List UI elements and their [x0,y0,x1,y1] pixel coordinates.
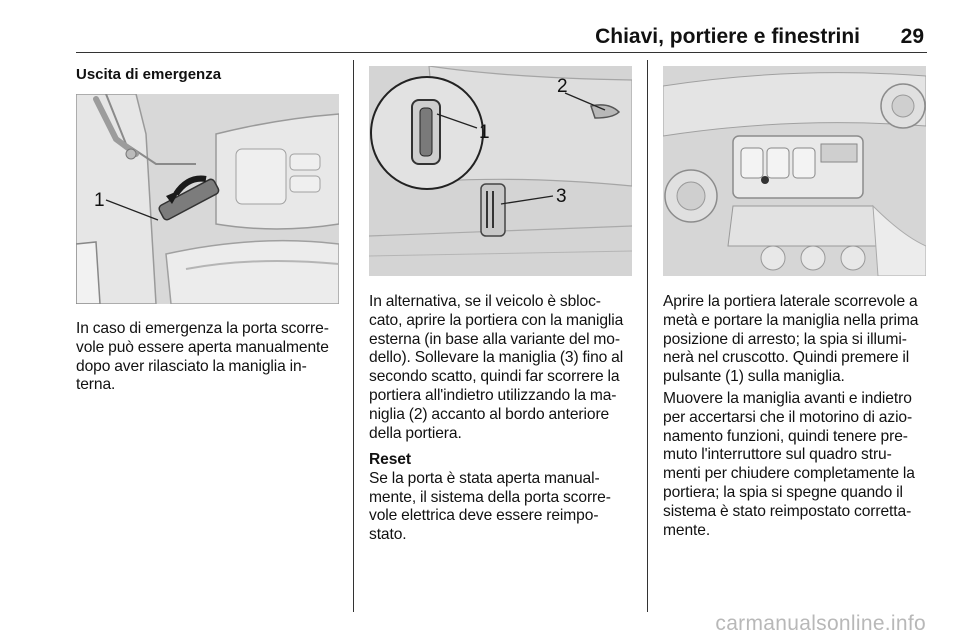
column-divider-1 [353,60,354,612]
paragraph: Aprire la portiera laterale scorrevole a metà e portare la maniglia nella prima posizione di arresto; la spia si illumi-nerà nel cruscotto. Quindi premere il pulsante (1) sulla maniglia. [663,293,919,386]
paragraph: In alternativa, se il veicolo è sbloc-cato, aprire la portiera con la maniglia esterna (in base alla variante del mo-dello). Sollevare la maniglia (3) fino al secondo scatto, quindi far scorrere la portiera all'indietro utilizzando la ma-niglia (2) accanto al bordo anteriore della portiera. [369,293,624,442]
page-number: 29 [900,25,924,48]
header-rule [76,52,927,53]
running-header-title: Chiavi, portiere e finestrini [595,25,860,48]
column-divider-2 [647,60,648,612]
figure-callout-1: 1 [94,190,105,211]
subheading: Reset [369,451,411,468]
figure-callout-1: 1 [479,122,490,143]
paragraph: Se la porta è stata aperta manual-mente, il sistema della porta scorre-vole elettrica deve essere reimpo-stato. [369,469,611,544]
figure-door-handles [369,66,632,276]
reset-section [369,451,634,545]
paragraph: In caso di emergenza la porta scorre-vole può essere aperta manualmente dopo aver rilasciato la maniglia in-terna. [76,320,329,394]
figure-callout-3: 3 [556,186,567,207]
figure-callout-2: 2 [557,76,568,97]
figure-dashboard [663,66,926,276]
section-heading: Uscita di emergenza [76,66,222,83]
paragraph: Muovere la maniglia avanti e indietro per accertarsi che il motorino di azio-namento funzioni, quindi tenere pre-muto l'interruttore sul quadro stru-menti per chiudere completamente la portiera; la spia si spegne quando il sistema è stato reimpostato corretta-mente. [663,390,915,539]
watermark: carmanualsonline.info [715,612,926,635]
figure-emergency-handle [76,94,339,304]
